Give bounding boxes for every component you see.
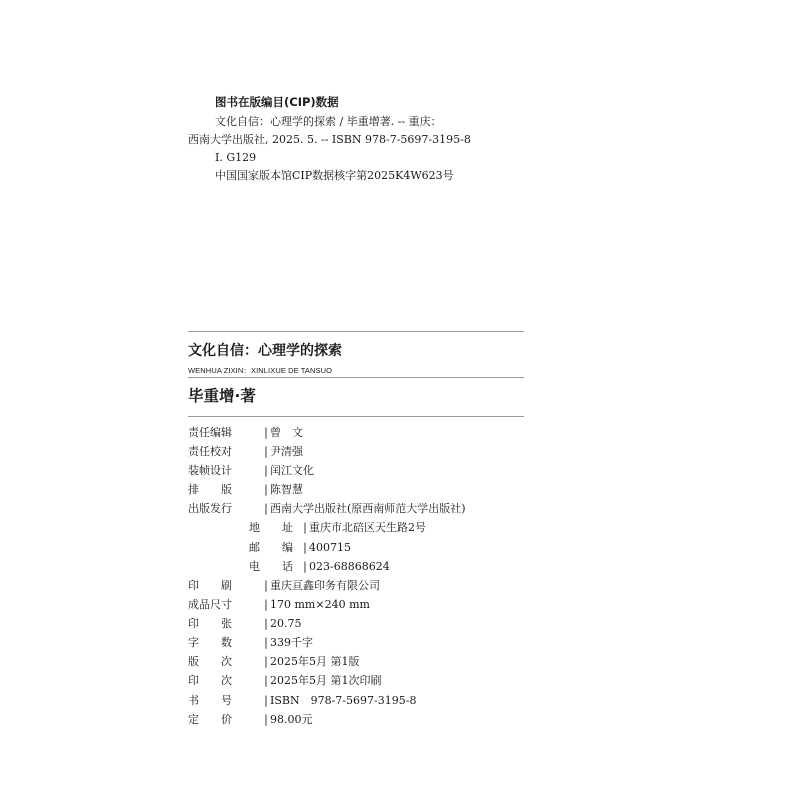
- info-value: 400715: [309, 541, 351, 554]
- info-label: 成品尺寸: [188, 598, 232, 611]
- info-row-size: [188, 598, 370, 612]
- info-row-sheets: [188, 617, 302, 631]
- info-label: 装帧设计: [188, 464, 232, 477]
- info-row-printing: [188, 674, 382, 688]
- info-row-edition: [188, 655, 360, 669]
- info-row-proofreader: [188, 445, 303, 459]
- info-separator: |: [264, 694, 268, 707]
- info-value: 20.75: [270, 617, 302, 630]
- book-title-pinyin: WENHUA ZIXIN：XINLIXUE DE TANSUO: [188, 366, 333, 375]
- cip-title: 图书在版编目(CIP)数据: [215, 95, 339, 109]
- info-separator: |: [303, 521, 307, 534]
- info-separator: |: [264, 713, 268, 726]
- info-separator: |: [264, 655, 268, 668]
- info-value: 西南大学出版社(原西南师范大学出版社): [270, 502, 466, 515]
- info-value: 重庆市北碚区天生路2号: [309, 521, 426, 534]
- info-row-postcode: [249, 541, 351, 555]
- info-separator: |: [264, 483, 268, 496]
- info-separator: |: [264, 636, 268, 649]
- info-label: 定 价: [188, 713, 232, 726]
- info-row-phone: [249, 560, 390, 574]
- info-label: 排 版: [188, 483, 232, 496]
- info-separator: |: [264, 579, 268, 592]
- cip-line-1: 文化自信：心理学的探索 / 毕重增著. -- 重庆：: [215, 115, 442, 128]
- info-label: 电 话: [249, 560, 293, 573]
- cip-line-4: 中国国家版本馆CIP数据核字第2025K4W623号: [215, 169, 454, 182]
- cip-line-2: 西南大学出版社, 2025. 5. -- ISBN 978-7-5697-3195-8: [188, 133, 471, 146]
- info-row-design: [188, 464, 314, 478]
- info-value: 尹清强: [270, 445, 303, 458]
- book-title: 文化自信：心理学的探索: [188, 343, 342, 359]
- info-separator: |: [303, 560, 307, 573]
- info-row-typesetting: [188, 483, 303, 497]
- info-label: 印 次: [188, 674, 232, 687]
- info-value: 陈智慧: [270, 483, 303, 496]
- info-label: 责任校对: [188, 445, 232, 458]
- info-label: 邮 编: [249, 541, 293, 554]
- info-row-publisher: [188, 502, 466, 516]
- info-label: 地 址: [249, 521, 293, 534]
- info-separator: |: [264, 464, 268, 477]
- info-value: 2025年5月 第1次印刷: [270, 674, 382, 687]
- info-value: 重庆亘鑫印务有限公司: [270, 579, 380, 592]
- info-value: ISBN 978-7-5697-3195-8: [270, 694, 417, 707]
- info-separator: |: [264, 502, 268, 515]
- info-row-isbn: [188, 694, 416, 708]
- cip-line-3: Ⅰ. G129: [215, 151, 257, 164]
- info-row-editor: [188, 426, 303, 440]
- info-row-wordcount: [188, 636, 313, 650]
- info-label: 责任编辑: [188, 426, 232, 439]
- info-value: 023-68868624: [309, 560, 390, 573]
- info-label: 印 张: [188, 617, 232, 630]
- info-value: 闰江文化: [270, 464, 314, 477]
- title-divider: [188, 377, 524, 378]
- info-value: 170 mm×240 mm: [270, 598, 370, 611]
- top-divider: [188, 331, 524, 332]
- info-value: 2025年5月 第1版: [270, 655, 360, 668]
- info-value: 曾 文: [270, 426, 303, 439]
- info-label: 书 号: [188, 694, 232, 707]
- info-separator: |: [264, 598, 268, 611]
- info-label: 印 刷: [188, 579, 232, 592]
- author: 毕重增·著: [188, 387, 256, 405]
- info-label: 出版发行: [188, 502, 232, 515]
- info-label: 版 次: [188, 655, 232, 668]
- info-row-printer: [188, 579, 380, 593]
- author-divider: [188, 416, 524, 417]
- info-separator: |: [303, 541, 307, 554]
- info-label: 字 数: [188, 636, 232, 649]
- info-separator: |: [264, 426, 268, 439]
- info-row-address: [249, 521, 426, 535]
- info-separator: |: [264, 445, 268, 458]
- info-value: 98.00元: [270, 713, 313, 726]
- info-separator: |: [264, 674, 268, 687]
- info-row-price: [188, 713, 313, 727]
- info-separator: |: [264, 617, 268, 630]
- info-value: 339千字: [270, 636, 313, 649]
